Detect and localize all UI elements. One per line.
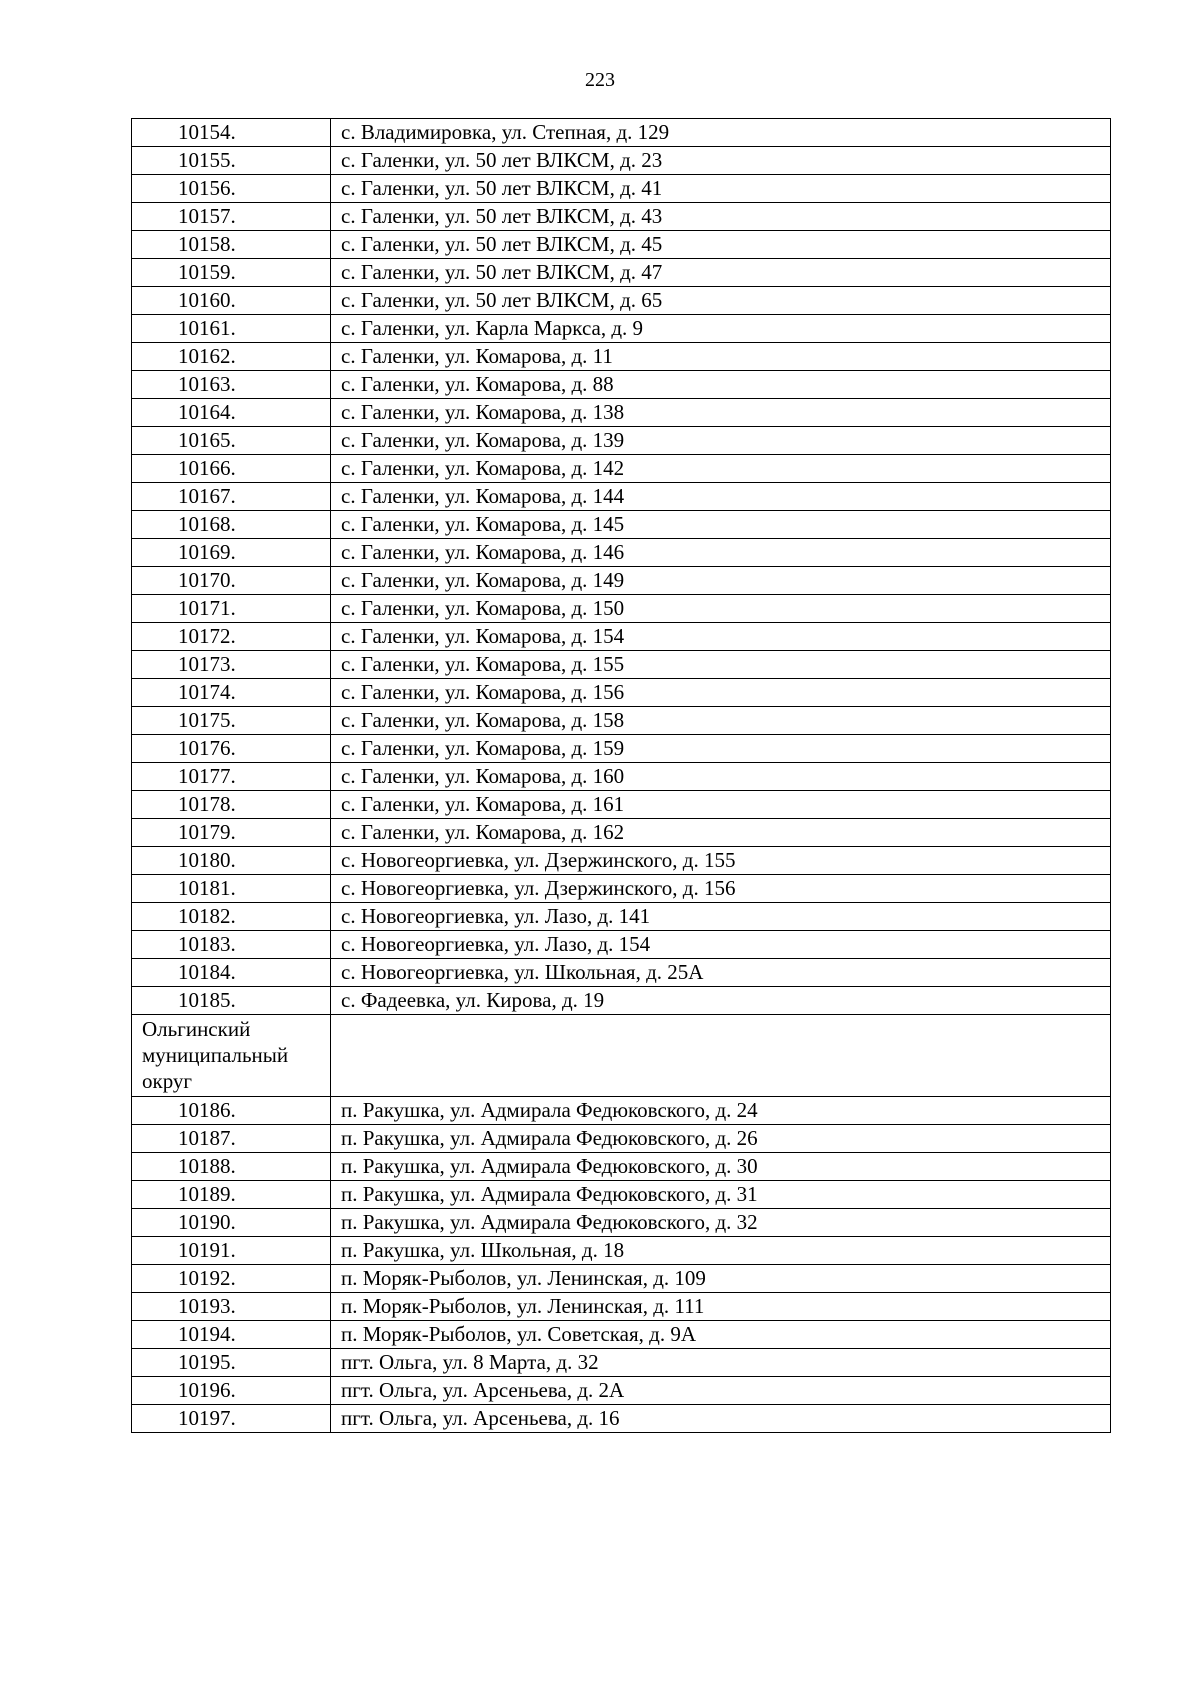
row-number-cell: 10180. xyxy=(132,847,331,875)
row-number-cell: 10157. xyxy=(132,203,331,231)
address-cell: с. Галенки, ул. Комарова, д. 160 xyxy=(331,763,1111,791)
address-cell: с. Галенки, ул. Комарова, д. 150 xyxy=(331,595,1111,623)
row-number-cell: 10175. xyxy=(132,707,331,735)
group-heading-cell xyxy=(132,1015,331,1097)
address-cell: с. Галенки, ул. Комарова, д. 155 xyxy=(331,651,1111,679)
row-number-cell: 10187. xyxy=(132,1125,331,1153)
table-row xyxy=(132,1153,1111,1181)
row-number-cell: 10169. xyxy=(132,539,331,567)
group-heading-row xyxy=(132,1015,1111,1097)
table-row xyxy=(132,847,1111,875)
row-number-cell: 10164. xyxy=(132,399,331,427)
table-row xyxy=(132,819,1111,847)
address-cell: с. Галенки, ул. Комарова, д. 159 xyxy=(331,735,1111,763)
row-number-cell: 10166. xyxy=(132,455,331,483)
row-number-cell: 10188. xyxy=(132,1153,331,1181)
table-row xyxy=(132,455,1111,483)
table-row xyxy=(132,287,1111,315)
table-row xyxy=(132,1209,1111,1237)
table-row xyxy=(132,1321,1111,1349)
address-cell: п. Ракушка, ул. Адмирала Федюковского, д. 24 xyxy=(331,1097,1111,1125)
table-row xyxy=(132,1125,1111,1153)
address-cell: с. Галенки, ул. 50 лет ВЛКСМ, д. 43 xyxy=(331,203,1111,231)
table-row xyxy=(132,343,1111,371)
table-row xyxy=(132,371,1111,399)
address-cell: с. Галенки, ул. Комарова, д. 11 xyxy=(331,343,1111,371)
row-number-cell: 10178. xyxy=(132,791,331,819)
row-number-cell: 10182. xyxy=(132,903,331,931)
table-row xyxy=(132,623,1111,651)
row-number-cell: 10155. xyxy=(132,147,331,175)
address-cell: с. Галенки, ул. Комарова, д. 88 xyxy=(331,371,1111,399)
address-cell: с. Галенки, ул. Комарова, д. 162 xyxy=(331,819,1111,847)
row-number-cell: 10197. xyxy=(132,1405,331,1433)
table-row xyxy=(132,399,1111,427)
table-row xyxy=(132,1405,1111,1433)
address-cell: с. Галенки, ул. Комарова, д. 144 xyxy=(331,483,1111,511)
address-table-body xyxy=(132,119,1111,1433)
table-row xyxy=(132,679,1111,707)
table-row xyxy=(132,959,1111,987)
table-row xyxy=(132,707,1111,735)
table-row xyxy=(132,651,1111,679)
group-empty-cell xyxy=(331,1015,1111,1097)
table-row xyxy=(132,147,1111,175)
row-number-cell: 10165. xyxy=(132,427,331,455)
table-row xyxy=(132,1377,1111,1405)
row-number-cell: 10186. xyxy=(132,1097,331,1125)
row-number-cell: 10173. xyxy=(132,651,331,679)
row-number-cell: 10159. xyxy=(132,259,331,287)
address-cell: с. Галенки, ул. 50 лет ВЛКСМ, д. 41 xyxy=(331,175,1111,203)
row-number-cell: 10160. xyxy=(132,287,331,315)
table-row xyxy=(132,791,1111,819)
address-cell: п. Моряк-Рыболов, ул. Ленинская, д. 111 xyxy=(331,1293,1111,1321)
address-cell: п. Ракушка, ул. Адмирала Федюковского, д. 30 xyxy=(331,1153,1111,1181)
table-row xyxy=(132,231,1111,259)
row-number-cell: 10156. xyxy=(132,175,331,203)
address-cell: с. Галенки, ул. 50 лет ВЛКСМ, д. 65 xyxy=(331,287,1111,315)
row-number-cell: 10171. xyxy=(132,595,331,623)
address-cell: с. Новогеоргиевка, ул. Школьная, д. 25А xyxy=(331,959,1111,987)
address-cell: с. Новогеоргиевка, ул. Дзержинского, д. 156 xyxy=(331,875,1111,903)
table-row xyxy=(132,315,1111,343)
address-table xyxy=(131,118,1111,1433)
row-number-cell: 10163. xyxy=(132,371,331,399)
row-number-cell: 10167. xyxy=(132,483,331,511)
address-cell: с. Галенки, ул. Комарова, д. 156 xyxy=(331,679,1111,707)
address-cell: с. Галенки, ул. Комарова, д. 145 xyxy=(331,511,1111,539)
table-row xyxy=(132,1097,1111,1125)
address-cell: с. Галенки, ул. Комарова, д. 138 xyxy=(331,399,1111,427)
row-number-cell: 10172. xyxy=(132,623,331,651)
table-row xyxy=(132,511,1111,539)
row-number-cell: 10168. xyxy=(132,511,331,539)
row-number-cell: 10183. xyxy=(132,931,331,959)
row-number-cell: 10184. xyxy=(132,959,331,987)
table-row xyxy=(132,427,1111,455)
table-row xyxy=(132,1349,1111,1377)
address-cell: с. Новогеоргиевка, ул. Лазо, д. 154 xyxy=(331,931,1111,959)
row-number-cell: 10191. xyxy=(132,1237,331,1265)
table-row xyxy=(132,1265,1111,1293)
address-cell: пгт. Ольга, ул. 8 Марта, д. 32 xyxy=(331,1349,1111,1377)
table-row xyxy=(132,875,1111,903)
row-number-cell: 10161. xyxy=(132,315,331,343)
table-row xyxy=(132,1237,1111,1265)
table-row xyxy=(132,903,1111,931)
address-cell: с. Галенки, ул. Комарова, д. 146 xyxy=(331,539,1111,567)
table-row xyxy=(132,203,1111,231)
row-number-cell: 10170. xyxy=(132,567,331,595)
page-number: 223 xyxy=(585,69,615,91)
address-cell: п. Ракушка, ул. Школьная, д. 18 xyxy=(331,1237,1111,1265)
address-cell: с. Фадеевка, ул. Кирова, д. 19 xyxy=(331,987,1111,1015)
row-number-cell: 10185. xyxy=(132,987,331,1015)
address-cell: пгт. Ольга, ул. Арсеньева, д. 2А xyxy=(331,1377,1111,1405)
group-heading-line: Ольгинский xyxy=(142,1017,251,1041)
address-cell: с. Галенки, ул. 50 лет ВЛКСМ, д. 45 xyxy=(331,231,1111,259)
row-number-cell: 10193. xyxy=(132,1293,331,1321)
address-cell: с. Новогеоргиевка, ул. Дзержинского, д. 155 xyxy=(331,847,1111,875)
address-cell: с. Галенки, ул. 50 лет ВЛКСМ, д. 47 xyxy=(331,259,1111,287)
table-row xyxy=(132,931,1111,959)
table-row xyxy=(132,595,1111,623)
row-number-cell: 10192. xyxy=(132,1265,331,1293)
address-cell: с. Галенки, ул. Карла Маркса, д. 9 xyxy=(331,315,1111,343)
address-cell: пгт. Ольга, ул. Арсеньева, д. 16 xyxy=(331,1405,1111,1433)
address-cell: с. Владимировка, ул. Степная, д. 129 xyxy=(331,119,1111,147)
row-number-cell: 10195. xyxy=(132,1349,331,1377)
table-row xyxy=(132,1293,1111,1321)
group-heading-line: муниципальный xyxy=(142,1043,289,1067)
table-row xyxy=(132,567,1111,595)
address-cell: п. Моряк-Рыболов, ул. Ленинская, д. 109 xyxy=(331,1265,1111,1293)
address-cell: с. Новогеоргиевка, ул. Лазо, д. 141 xyxy=(331,903,1111,931)
row-number-cell: 10177. xyxy=(132,763,331,791)
address-cell: с. Галенки, ул. Комарова, д. 142 xyxy=(331,455,1111,483)
address-cell: п. Ракушка, ул. Адмирала Федюковского, д. 32 xyxy=(331,1209,1111,1237)
address-cell: с. Галенки, ул. Комарова, д. 161 xyxy=(331,791,1111,819)
row-number-cell: 10189. xyxy=(132,1181,331,1209)
row-number-cell: 10176. xyxy=(132,735,331,763)
row-number-cell: 10174. xyxy=(132,679,331,707)
table-row xyxy=(132,119,1111,147)
address-cell: п. Ракушка, ул. Адмирала Федюковского, д. 31 xyxy=(331,1181,1111,1209)
table-row xyxy=(132,1181,1111,1209)
row-number-cell: 10179. xyxy=(132,819,331,847)
group-heading-line: округ xyxy=(142,1069,193,1093)
address-cell: с. Галенки, ул. Комарова, д. 158 xyxy=(331,707,1111,735)
address-cell: п. Моряк-Рыболов, ул. Советская, д. 9А xyxy=(331,1321,1111,1349)
table-row xyxy=(132,259,1111,287)
table-row xyxy=(132,175,1111,203)
row-number-cell: 10181. xyxy=(132,875,331,903)
address-cell: с. Галенки, ул. 50 лет ВЛКСМ, д. 23 xyxy=(331,147,1111,175)
address-cell: с. Галенки, ул. Комарова, д. 149 xyxy=(331,567,1111,595)
address-cell: с. Галенки, ул. Комарова, д. 139 xyxy=(331,427,1111,455)
row-number-cell: 10190. xyxy=(132,1209,331,1237)
address-cell: п. Ракушка, ул. Адмирала Федюковского, д. 26 xyxy=(331,1125,1111,1153)
row-number-cell: 10196. xyxy=(132,1377,331,1405)
row-number-cell: 10194. xyxy=(132,1321,331,1349)
table-row xyxy=(132,483,1111,511)
row-number-cell: 10162. xyxy=(132,343,331,371)
table-row xyxy=(132,763,1111,791)
row-number-cell: 10158. xyxy=(132,231,331,259)
table-row xyxy=(132,735,1111,763)
table-row xyxy=(132,539,1111,567)
address-cell: с. Галенки, ул. Комарова, д. 154 xyxy=(331,623,1111,651)
row-number-cell: 10154. xyxy=(132,119,331,147)
table-row xyxy=(132,987,1111,1015)
